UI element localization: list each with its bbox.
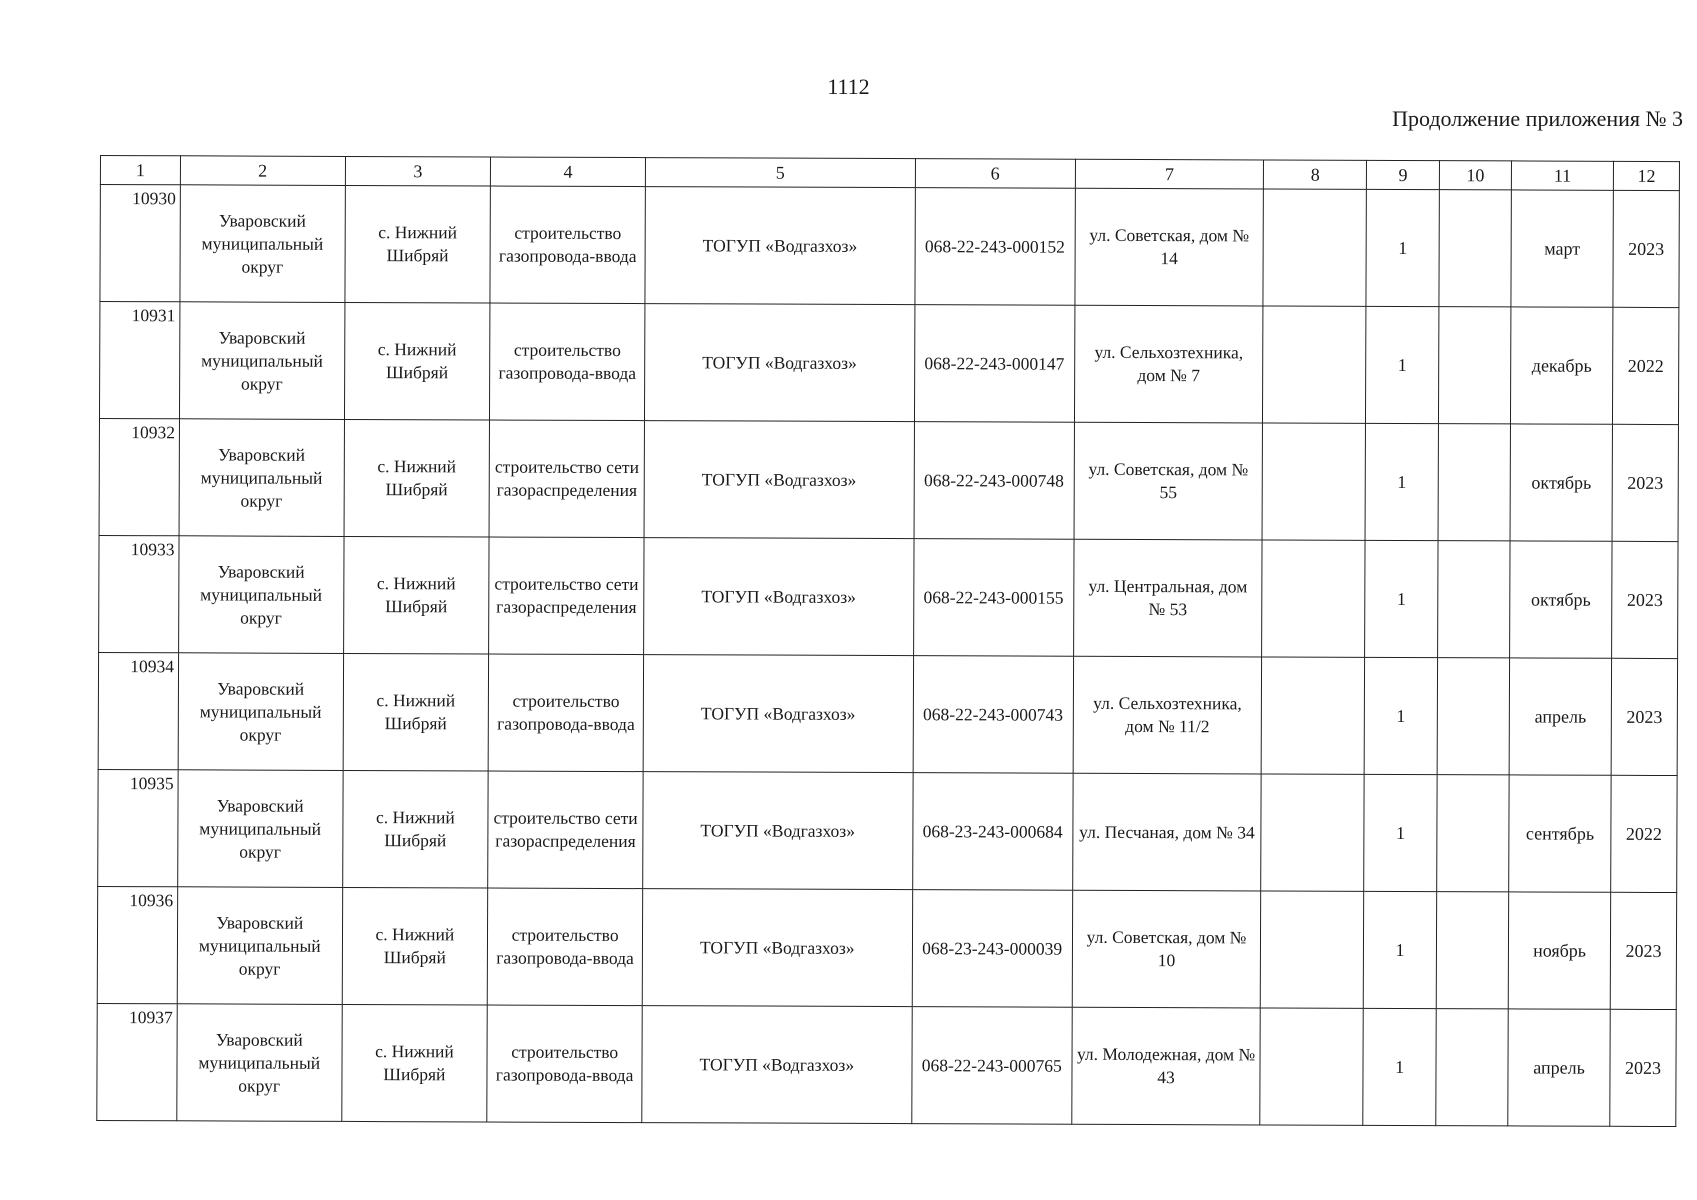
cell-work-type: строительство газопровода-ввода — [488, 888, 643, 1006]
cell-col-8 — [1260, 1008, 1364, 1125]
cell-district: Уваровский муниципальный округ — [180, 185, 345, 303]
cell-row-number: 10933 — [99, 535, 179, 652]
cell-organization: ТОГУП «Водгазхоз» — [645, 187, 915, 305]
column-header-6: 6 — [915, 159, 1075, 189]
cell-row-number: 10930 — [100, 185, 180, 302]
cell-settlement: с. Нижний Шибряй — [342, 887, 488, 1005]
cell-work-type: строительство сети газораспределения — [488, 771, 643, 889]
cell-year: 2023 — [1612, 424, 1678, 541]
column-header-4: 4 — [491, 157, 646, 187]
cell-work-type: строительство сети газораспределения — [489, 537, 644, 655]
cell-settlement: с. Нижний Шибряй — [341, 1004, 487, 1122]
registry-table — [96, 155, 1680, 1127]
cell-col-8 — [1263, 189, 1367, 306]
cell-col-10 — [1436, 1009, 1509, 1126]
cell-col-8 — [1261, 774, 1365, 891]
cell-registry-code: 068-22-243-000155 — [913, 539, 1074, 657]
table-row — [99, 418, 1678, 541]
cell-col-10 — [1438, 307, 1511, 424]
cell-year: 2023 — [1611, 658, 1677, 775]
cell-month: апрель — [1508, 1009, 1610, 1126]
cell-quantity: 1 — [1366, 189, 1439, 306]
cell-month: декабрь — [1511, 307, 1613, 424]
table-body — [97, 185, 1680, 1127]
cell-col-8 — [1261, 891, 1365, 1008]
cell-row-number: 10935 — [98, 769, 178, 886]
cell-col-8 — [1263, 306, 1367, 423]
column-header-1: 1 — [100, 156, 180, 185]
table-row — [97, 1003, 1676, 1126]
cell-col-10 — [1439, 190, 1512, 307]
cell-organization: ТОГУП «Водгазхоз» — [642, 1006, 912, 1124]
cell-quantity: 1 — [1364, 774, 1437, 891]
cell-organization: ТОГУП «Водгазхоз» — [644, 304, 914, 422]
column-header-8: 8 — [1264, 160, 1367, 189]
cell-col-10 — [1436, 775, 1509, 892]
cell-settlement: с. Нижний Шибряй — [342, 770, 488, 888]
cell-row-number: 10937 — [97, 1003, 177, 1120]
cell-address: ул. Советская, дом № 10 — [1072, 890, 1261, 1008]
cell-registry-code: 068-23-243-000684 — [912, 773, 1073, 891]
table-row — [99, 302, 1678, 425]
cell-address: ул. Сельхозтехника, дом № 7 — [1074, 305, 1263, 423]
cell-year: 2023 — [1610, 1009, 1676, 1126]
cell-district: Уваровский муниципальный округ — [178, 653, 343, 771]
cell-district: Уваровский муниципальный округ — [180, 302, 345, 420]
table-row — [99, 535, 1678, 658]
table-row — [100, 185, 1679, 308]
cell-row-number: 10932 — [99, 418, 179, 535]
column-header-2: 2 — [180, 156, 345, 186]
cell-registry-code: 068-23-243-000039 — [912, 890, 1073, 1008]
column-header-9: 9 — [1367, 160, 1439, 189]
cell-settlement: с. Нижний Шибряй — [344, 185, 490, 303]
cell-row-number: 10931 — [99, 302, 179, 419]
cell-quantity: 1 — [1363, 1008, 1436, 1125]
cell-month: октябрь — [1510, 424, 1612, 541]
cell-settlement: с. Нижний Шибряй — [344, 419, 490, 537]
cell-address: ул. Центральная, дом № 53 — [1073, 539, 1262, 657]
table-row — [98, 652, 1677, 775]
cell-month: сентябрь — [1509, 775, 1611, 892]
column-header-10: 10 — [1439, 161, 1511, 190]
cell-registry-code: 068-22-243-000152 — [915, 188, 1076, 306]
cell-quantity: 1 — [1365, 540, 1438, 657]
cell-year: 2022 — [1611, 775, 1677, 892]
cell-col-8 — [1262, 423, 1366, 540]
cell-registry-code: 068-22-243-000743 — [913, 656, 1074, 774]
column-header-7: 7 — [1075, 159, 1264, 189]
cell-district: Уваровский муниципальный округ — [177, 1004, 342, 1122]
cell-settlement: с. Нижний Шибряй — [344, 302, 490, 420]
cell-col-10 — [1437, 541, 1510, 658]
cell-address: ул. Молодежная, дом № 43 — [1072, 1007, 1261, 1125]
cell-address: ул. Советская, дом № 55 — [1074, 422, 1263, 540]
cell-year: 2023 — [1612, 541, 1678, 658]
cell-work-type: строительство сети газораспределения — [489, 420, 644, 538]
cell-address: ул. Песчаная, дом № 34 — [1072, 773, 1261, 891]
cell-registry-code: 068-22-243-000147 — [914, 305, 1075, 423]
cell-district: Уваровский муниципальный округ — [177, 887, 342, 1005]
cell-address: ул. Сельхозтехника, дом № 11/2 — [1073, 656, 1262, 774]
cell-col-10 — [1437, 658, 1510, 775]
cell-address: ул. Советская, дом № 14 — [1075, 188, 1264, 306]
cell-col-10 — [1438, 424, 1511, 541]
cell-row-number: 10936 — [97, 886, 177, 1003]
cell-settlement: с. Нижний Шибряй — [343, 536, 489, 654]
cell-col-10 — [1436, 892, 1509, 1009]
cell-quantity: 1 — [1365, 657, 1438, 774]
cell-year: 2023 — [1610, 892, 1676, 1009]
cell-work-type: строительство газопровода-ввода — [490, 186, 645, 304]
column-header-11: 11 — [1512, 161, 1614, 190]
cell-month: октябрь — [1510, 541, 1612, 658]
cell-work-type: строительство газопровода-ввода — [488, 654, 643, 772]
cell-quantity: 1 — [1365, 423, 1438, 540]
column-header-5: 5 — [645, 158, 915, 188]
registry-table-wrapper — [100, 155, 1680, 1121]
cell-registry-code: 068-22-243-000765 — [911, 1007, 1072, 1125]
appendix-note: Продолжение приложения № 3 — [1392, 106, 1683, 131]
cell-year: 2023 — [1613, 190, 1679, 307]
cell-organization: ТОГУП «Водгазхоз» — [644, 538, 914, 656]
cell-quantity: 1 — [1366, 306, 1439, 423]
cell-quantity: 1 — [1364, 891, 1437, 1008]
cell-work-type: строительство газопровода-ввода — [487, 1005, 642, 1123]
cell-year: 2022 — [1613, 307, 1679, 424]
cell-registry-code: 068-22-243-000748 — [914, 422, 1075, 540]
cell-district: Уваровский муниципальный округ — [178, 770, 343, 888]
column-header-12: 12 — [1613, 161, 1679, 190]
page-number: 1112 — [827, 74, 870, 99]
cell-month: апрель — [1509, 658, 1611, 775]
cell-row-number: 10934 — [98, 652, 178, 769]
cell-col-8 — [1261, 657, 1365, 774]
cell-work-type: строительство газопровода-ввода — [490, 303, 645, 421]
cell-month: март — [1511, 190, 1613, 307]
cell-month: ноябрь — [1508, 892, 1610, 1009]
cell-organization: ТОГУП «Водгазхоз» — [642, 889, 912, 1007]
table-row — [98, 769, 1677, 892]
cell-district: Уваровский муниципальный округ — [179, 419, 344, 537]
cell-col-8 — [1262, 540, 1366, 657]
cell-organization: ТОГУП «Водгазхоз» — [644, 421, 914, 539]
cell-organization: ТОГУП «Водгазхоз» — [643, 772, 913, 890]
cell-organization: ТОГУП «Водгазхоз» — [643, 655, 913, 773]
cell-settlement: с. Нижний Шибряй — [343, 653, 489, 771]
column-header-3: 3 — [345, 156, 491, 186]
table-row — [97, 886, 1676, 1009]
cell-district: Уваровский муниципальный округ — [179, 536, 344, 654]
